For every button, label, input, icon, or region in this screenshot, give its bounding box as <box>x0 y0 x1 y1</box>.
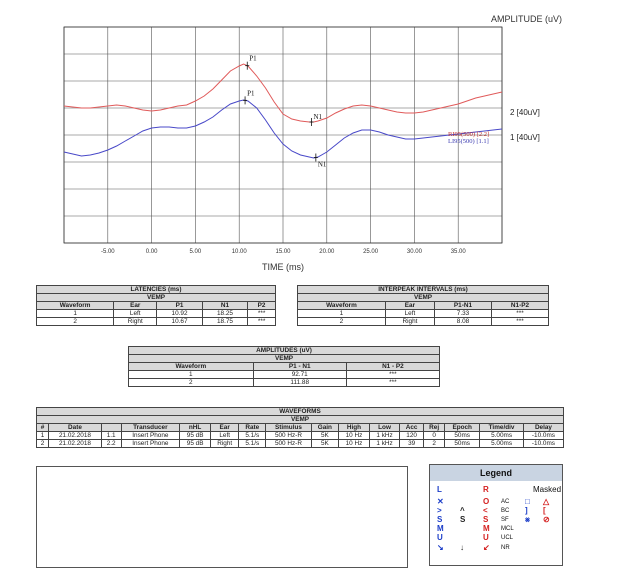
cell: 5.00ms <box>480 432 524 440</box>
cell: 1 <box>37 310 114 318</box>
cell: Insert Phone <box>121 440 180 448</box>
neutral-sf-symbol: S <box>460 515 466 524</box>
x-axis-label: TIME (ms) <box>262 262 304 272</box>
threshold-annotation: LI95(500) [1.1] <box>448 138 489 145</box>
table-row <box>129 379 440 387</box>
cell: 1 <box>129 371 254 379</box>
table-row <box>129 371 440 379</box>
cell: 5K <box>311 440 338 448</box>
cell: 5K <box>311 432 338 440</box>
masked-left-ac-symbol: □ <box>525 497 530 506</box>
waveforms-subtitle: VEMP <box>37 416 564 424</box>
interpeak-table <box>297 285 549 326</box>
cell: 50ms <box>445 432 480 440</box>
cell: 21.02.2018 <box>49 432 102 440</box>
cell: 5.1/s <box>239 440 266 448</box>
col-header: P2 <box>248 302 276 310</box>
abbrev-sf: SF <box>501 517 509 523</box>
table-row <box>298 310 549 318</box>
col-header: nHL <box>180 424 211 432</box>
cell: 92.71 <box>253 371 346 379</box>
series-scale-label: 1 [40uV] <box>510 133 540 142</box>
col-header: Delay <box>523 424 563 432</box>
left-ucl-symbol: U <box>437 533 443 542</box>
cell: Right <box>114 318 157 326</box>
cell: 120 <box>400 432 424 440</box>
table-row <box>37 310 276 318</box>
right-bc-symbol: < <box>483 506 488 515</box>
col-header: Ear <box>114 302 157 310</box>
masked-label: Masked <box>533 485 562 494</box>
cell: 10 Hz <box>339 432 370 440</box>
cell: 1 kHz <box>369 432 399 440</box>
x-tick-label: 10.00 <box>231 249 247 255</box>
cell: Right <box>211 440 239 448</box>
latencies-title: LATENCIES (ms) <box>37 286 276 294</box>
cell: Left <box>385 310 434 318</box>
col-header: Epoch <box>445 424 480 432</box>
abbrev-nr: NR <box>501 545 510 551</box>
neutral-nr-symbol: ↓ <box>460 543 464 552</box>
col-header: High <box>339 424 370 432</box>
cell: 18.75 <box>202 318 247 326</box>
latencies-table <box>36 285 276 326</box>
col-header: Rate <box>239 424 266 432</box>
cell: Insert Phone <box>121 432 180 440</box>
col-header: Transducer <box>121 424 180 432</box>
masked-right-bc-symbol: [ <box>543 506 546 515</box>
col-header: P1 <box>157 302 202 310</box>
cell: Left <box>211 432 239 440</box>
right-ear-symbol: R <box>483 485 489 494</box>
col-header: Waveform <box>37 302 114 310</box>
notes-box <box>36 466 408 568</box>
col-header: Stimulus <box>266 424 312 432</box>
abbrev-mcl: MCL <box>501 526 514 532</box>
right-ucl-symbol: U <box>483 533 489 542</box>
amplitudes-title: AMPLITUDES (uV) <box>129 347 440 355</box>
cell: 1 kHz <box>369 440 399 448</box>
col-header: P1 - N1 <box>253 363 346 371</box>
cell: 10.67 <box>157 318 202 326</box>
right-nr-symbol: ↙ <box>483 543 490 552</box>
col-header: N1-P2 <box>491 302 548 310</box>
cell: 1 <box>37 432 49 440</box>
col-header: N1 <box>202 302 247 310</box>
col-header: Waveform <box>298 302 386 310</box>
cell: 111.88 <box>253 379 346 387</box>
col-header: Gain <box>311 424 338 432</box>
marker-label: P1 <box>249 54 257 63</box>
marker-label: N1 <box>317 160 327 169</box>
col-header: Ear <box>211 424 239 432</box>
abbrev-ac: AC <box>501 499 510 505</box>
right-ac-symbol: O <box>483 497 490 506</box>
cell: Left <box>114 310 157 318</box>
threshold-annotation: RI95(500) [2.2] <box>448 131 490 138</box>
marker-label: N1 <box>313 113 323 121</box>
cell: 0 <box>424 432 445 440</box>
cell: 2.2 <box>101 440 121 448</box>
cell: *** <box>491 318 548 326</box>
col-header: P1-N1 <box>435 302 492 310</box>
cell: 95 dB <box>180 440 211 448</box>
cell: 5.00ms <box>480 440 524 448</box>
abbrev-ucl: UCL <box>501 535 514 541</box>
masked-left-sf-symbol: ⨳ <box>525 515 530 524</box>
cell: 2 <box>424 440 445 448</box>
waveforms-table <box>36 407 564 448</box>
cell: 7.33 <box>435 310 492 318</box>
cell: *** <box>248 310 276 318</box>
abbrev-bc: BC <box>501 508 510 514</box>
latencies-subtitle: VEMP <box>37 294 276 302</box>
table-row <box>37 440 564 448</box>
cell: 2 <box>37 318 114 326</box>
left-ear-symbol: L <box>437 485 442 494</box>
legend-title: Legend <box>430 465 562 481</box>
cell: 5.1/s <box>239 432 266 440</box>
left-bc-symbol: > <box>437 506 442 515</box>
right-sf-symbol: S <box>483 515 489 524</box>
y-axis-label: AMPLITUDE (uV) <box>491 14 563 24</box>
cell: *** <box>248 318 276 326</box>
table-row <box>37 432 564 440</box>
table-row <box>298 318 549 326</box>
interpeak-title: INTERPEAK INTERVALS (ms) <box>298 286 549 294</box>
cell: 500 Hz-R <box>266 440 312 448</box>
col-header: N1 - P2 <box>346 363 439 371</box>
cell: 18.25 <box>202 310 247 318</box>
right-mcl-symbol: M <box>483 524 490 533</box>
neutral-bc-symbol: ^ <box>460 506 465 515</box>
cell: 21.02.2018 <box>49 440 102 448</box>
cell: 50ms <box>445 440 480 448</box>
cell: 10 Hz <box>339 440 370 448</box>
col-header: Date <box>49 424 102 432</box>
x-tick-label: 20.00 <box>319 249 335 255</box>
col-header: Rej <box>424 424 445 432</box>
cell: 39 <box>400 440 424 448</box>
cell: 2 <box>37 440 49 448</box>
cell: 500 Hz-R <box>266 432 312 440</box>
cell: 95 dB <box>180 432 211 440</box>
col-header: Low <box>369 424 399 432</box>
legend-box <box>429 464 563 566</box>
cell: *** <box>346 371 439 379</box>
x-tick-label: 30.00 <box>406 249 422 255</box>
masked-left-bc-symbol: ] <box>525 506 528 515</box>
marker-label: P1 <box>247 89 255 98</box>
cell: Right <box>385 318 434 326</box>
amplitudes-subtitle: VEMP <box>129 355 440 363</box>
x-tick-label: 25.00 <box>363 249 379 255</box>
cell: 8.08 <box>435 318 492 326</box>
x-tick-label: 15.00 <box>275 249 291 255</box>
waveforms-title: WAVEFORMS <box>37 408 564 416</box>
amplitudes-table <box>128 346 440 387</box>
x-tick-label: 35.00 <box>450 249 466 255</box>
col-header: Ear <box>385 302 434 310</box>
masked-right-ac-symbol: △ <box>543 497 550 506</box>
table-row <box>37 318 276 326</box>
cell: -10.0ms <box>523 432 563 440</box>
x-tick-label: 5.00 <box>189 249 202 255</box>
col-header <box>101 424 121 432</box>
cell: 1.1 <box>101 432 121 440</box>
masked-right-sf-symbol: ⊘ <box>543 515 550 524</box>
col-header: # <box>37 424 49 432</box>
cell: *** <box>346 379 439 387</box>
cell: -10.0ms <box>523 440 563 448</box>
cell: 2 <box>129 379 254 387</box>
left-nr-symbol: ↘ <box>437 543 444 552</box>
interpeak-subtitle: VEMP <box>298 294 549 302</box>
cell: 2 <box>298 318 386 326</box>
series-scale-label: 2 [40uV] <box>510 108 540 117</box>
left-ac-symbol: ✕ <box>437 497 444 506</box>
left-sf-symbol: S <box>437 515 443 524</box>
cell: *** <box>491 310 548 318</box>
x-tick-label: -5.00 <box>100 249 115 255</box>
left-mcl-symbol: M <box>437 524 444 533</box>
x-tick-label: 0.00 <box>145 249 158 255</box>
col-header: Waveform <box>129 363 254 371</box>
cell: 10.92 <box>157 310 202 318</box>
col-header: Acc <box>400 424 424 432</box>
col-header: Time/div <box>480 424 524 432</box>
cell: 1 <box>298 310 386 318</box>
